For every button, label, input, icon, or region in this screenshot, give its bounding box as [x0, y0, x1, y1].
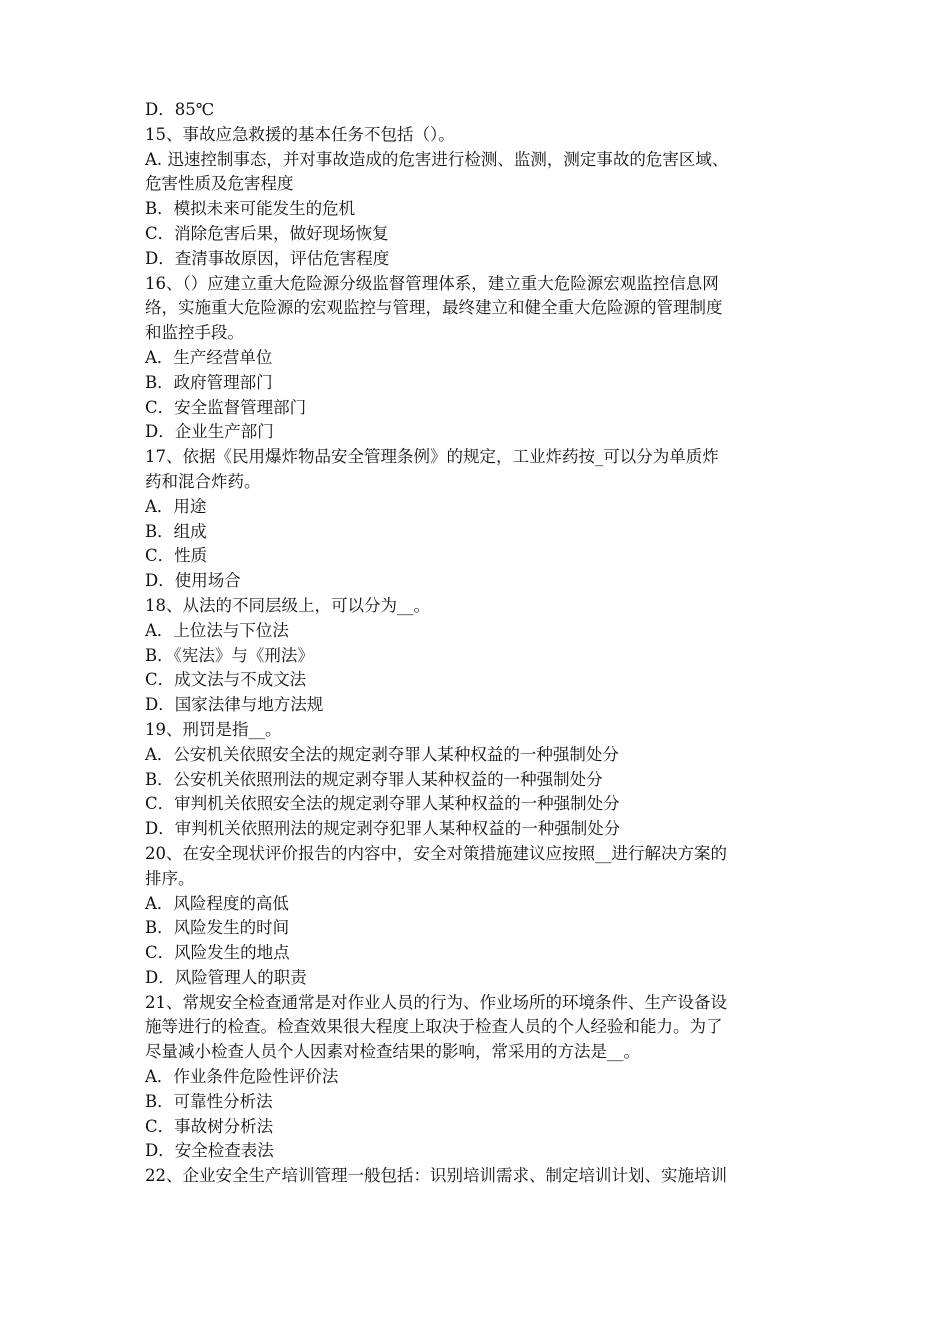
question-20: 20、在安全现状评价报告的内容中，安全对策措施建议应按照__进行解决方案的	[145, 843, 727, 863]
option-a-q20: A．风险程度的高低	[145, 893, 289, 913]
option-d-q17: D．使用场合	[145, 571, 241, 591]
question-21-cont-1: 施等进行的检查。检查效果很大程度上取决于检查人员的个人经验和能力。为了	[145, 1017, 723, 1037]
option-b-q20: B．风险发生的时间	[145, 918, 290, 938]
question-16-cont-1: 络，实施重大危险源的宏观监控与管理，最终建立和健全重大危险源的管理制度	[145, 298, 723, 318]
option-a-q17: A．用途	[145, 496, 207, 516]
option-d-q19: D．审判机关依照刑法的规定剥夺犯罪人某种权益的一种强制处分	[145, 819, 621, 839]
question-19: 19、刑罚是指__。	[145, 719, 282, 739]
option-a-q16: A．生产经营单位	[145, 347, 273, 367]
option-b-q18: B．《宪法》与《刑法》	[145, 645, 314, 665]
question-21: 21、常规安全检查通常是对作业人员的行为、作业场所的环境条件、生产设备设	[145, 992, 727, 1012]
option-c-q21: C．事故树分析法	[145, 1116, 274, 1136]
option-b-q16: B．政府管理部门	[145, 372, 273, 392]
option-a-q19: A．公安机关依照安全法的规定剥夺罪人某种权益的一种强制处分	[145, 744, 619, 764]
question-16-cont-2: 和监控手段。	[145, 323, 244, 343]
option-c-q17: C．性质	[145, 546, 208, 566]
question-22: 22、企业安全生产培训管理一般包括：识别培训需求、制定培训计划、实施培训	[145, 1166, 727, 1186]
option-d-q16: D．企业生产部门	[145, 422, 274, 442]
option-a-q18: A．上位法与下位法	[145, 620, 289, 640]
option-b-q15: B．模拟未来可能发生的危机	[145, 199, 356, 219]
option-d-q20: D．风险管理人的职责	[145, 967, 307, 987]
question-16: 16、（）应建立重大危险源分级监督管理体系，建立重大危险源宏观监控信息网	[145, 273, 719, 293]
option-d-q15: D．查清事故原因，评估危害程度	[145, 248, 390, 268]
option-b-q19: B．公安机关依照刑法的规定剥夺罪人某种权益的一种强制处分	[145, 769, 603, 789]
option-b-q17: B．组成	[145, 521, 207, 541]
question-15: 15、事故应急救援的基本任务不包括（）。	[145, 124, 455, 144]
question-20-cont: 排序。	[145, 868, 195, 888]
option-c-q15: C．消除危害后果，做好现场恢复	[145, 223, 389, 243]
option-c-q18: C．成文法与不成文法	[145, 670, 307, 690]
document-body	[145, 98, 815, 1189]
option-c-q19: C．审判机关依照安全法的规定剥夺罪人某种权益的一种强制处分	[145, 794, 620, 814]
question-17: 17、依据《民用爆炸物品安全管理条例》的规定，工业炸药按_可以分为单质炸	[145, 447, 719, 467]
question-18: 18、从法的不同层级上，可以分为__。	[145, 595, 430, 615]
option-a-q21: A．作业条件危险性评价法	[145, 1067, 339, 1087]
question-21-cont-2: 尽量减小检查人员个人因素对检查结果的影响，常采用的方法是__。	[145, 1042, 640, 1062]
option-c-q16: C．安全监督管理部门	[145, 397, 307, 417]
option-d-q18: D．国家法律与地方法规	[145, 695, 324, 715]
option-c-q20: C．风险发生的地点	[145, 943, 290, 963]
option-a-q15-cont: 危害性质及危害程度	[145, 174, 294, 194]
option-d-q21: D．安全检查表法	[145, 1141, 274, 1161]
option-d-q14: D．85℃	[145, 100, 215, 119]
question-17-cont: 药和混合炸药。	[145, 471, 261, 491]
option-b-q21: B．可靠性分析法	[145, 1091, 273, 1111]
option-a-q15: A. 迅速控制事态，并对事故造成的危害进行检测、监测，测定事故的危害区域、	[145, 149, 729, 169]
